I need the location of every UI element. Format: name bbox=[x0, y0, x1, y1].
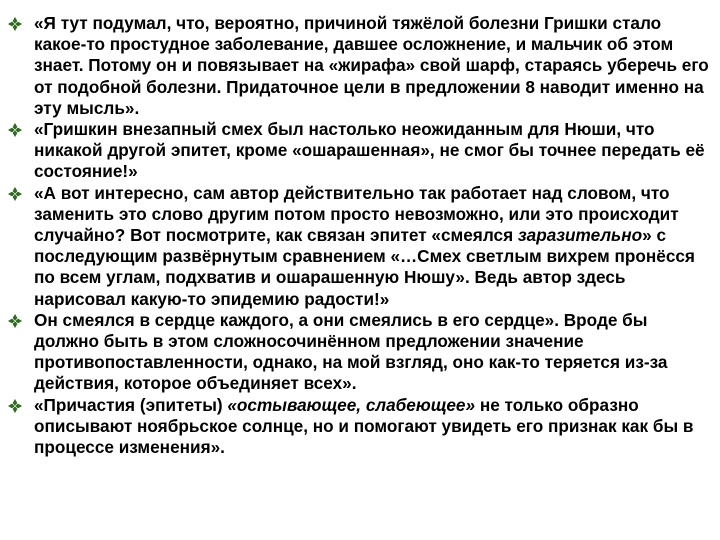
bullet-text: «Гришкин внезапный смех был настолько неожиданным для Нюши, что никакой другой эпитет, кроме «ошарашенная», не смог бы точнее передать её состояние!» bbox=[34, 119, 705, 182]
bullet-item-2 bbox=[8, 119, 712, 183]
bullet-item-1 bbox=[8, 13, 712, 119]
bullet-item-4 bbox=[8, 310, 712, 395]
bullet-item-3 bbox=[8, 183, 712, 310]
diamond-bullet-icon bbox=[8, 187, 22, 201]
bullet-text: «Я тут подумал, что, вероятно, причиной тяжёлой болезни Гришки стало какое-то простудное заболевание, давшее осложнение, и мальчик об этом знает. Потому он и повязывает на «жирафа» свой шарф, стараясь уберечь его от подобной болезни. Придаточное цели в предложении 8 наводит именно на эту мысль». bbox=[34, 13, 709, 118]
italic-word: заразительно bbox=[517, 225, 643, 246]
diamond-bullet-icon bbox=[8, 17, 22, 31]
bullet-text: Он смеялся в сердце каждого, а они смеялись в его сердце». Вроде бы должно быть в этом сложносочинённом предложении значение противопоставленности, однако, на мой взгляд, оно как-то теряется из-за действия, которое объединяет всех». bbox=[34, 309, 668, 394]
diamond-bullet-icon bbox=[8, 123, 22, 137]
italic-phrase: «остывающее, слабеющее» bbox=[227, 394, 476, 415]
bullet-item-5 bbox=[8, 395, 712, 459]
diamond-bullet-icon bbox=[8, 314, 22, 328]
bullet-text: «Причастия (эпитеты) «остывающее, слабеющее» не только образно описывают ноябрьское солнце, но и помогают увидеть его признак как бы в процессе изменения». bbox=[34, 394, 694, 458]
bullet-list bbox=[8, 13, 712, 458]
diamond-bullet-icon bbox=[8, 399, 22, 413]
bullet-text: «А вот интересно, сам автор действительно так работает над словом, что заменить это слово другим потом просто невозможно, или это происходит случайно? Вот посмотрите, как связан эпитет «смеялся заразительно» с последующим развёрнутым сравнением «…Смех светлым вихрем пронёсся по всем углам, подхватив и ошарашенную Нюшу». Ведь автор здесь нарисовал какую-то эпидемию радости!» bbox=[34, 182, 695, 309]
